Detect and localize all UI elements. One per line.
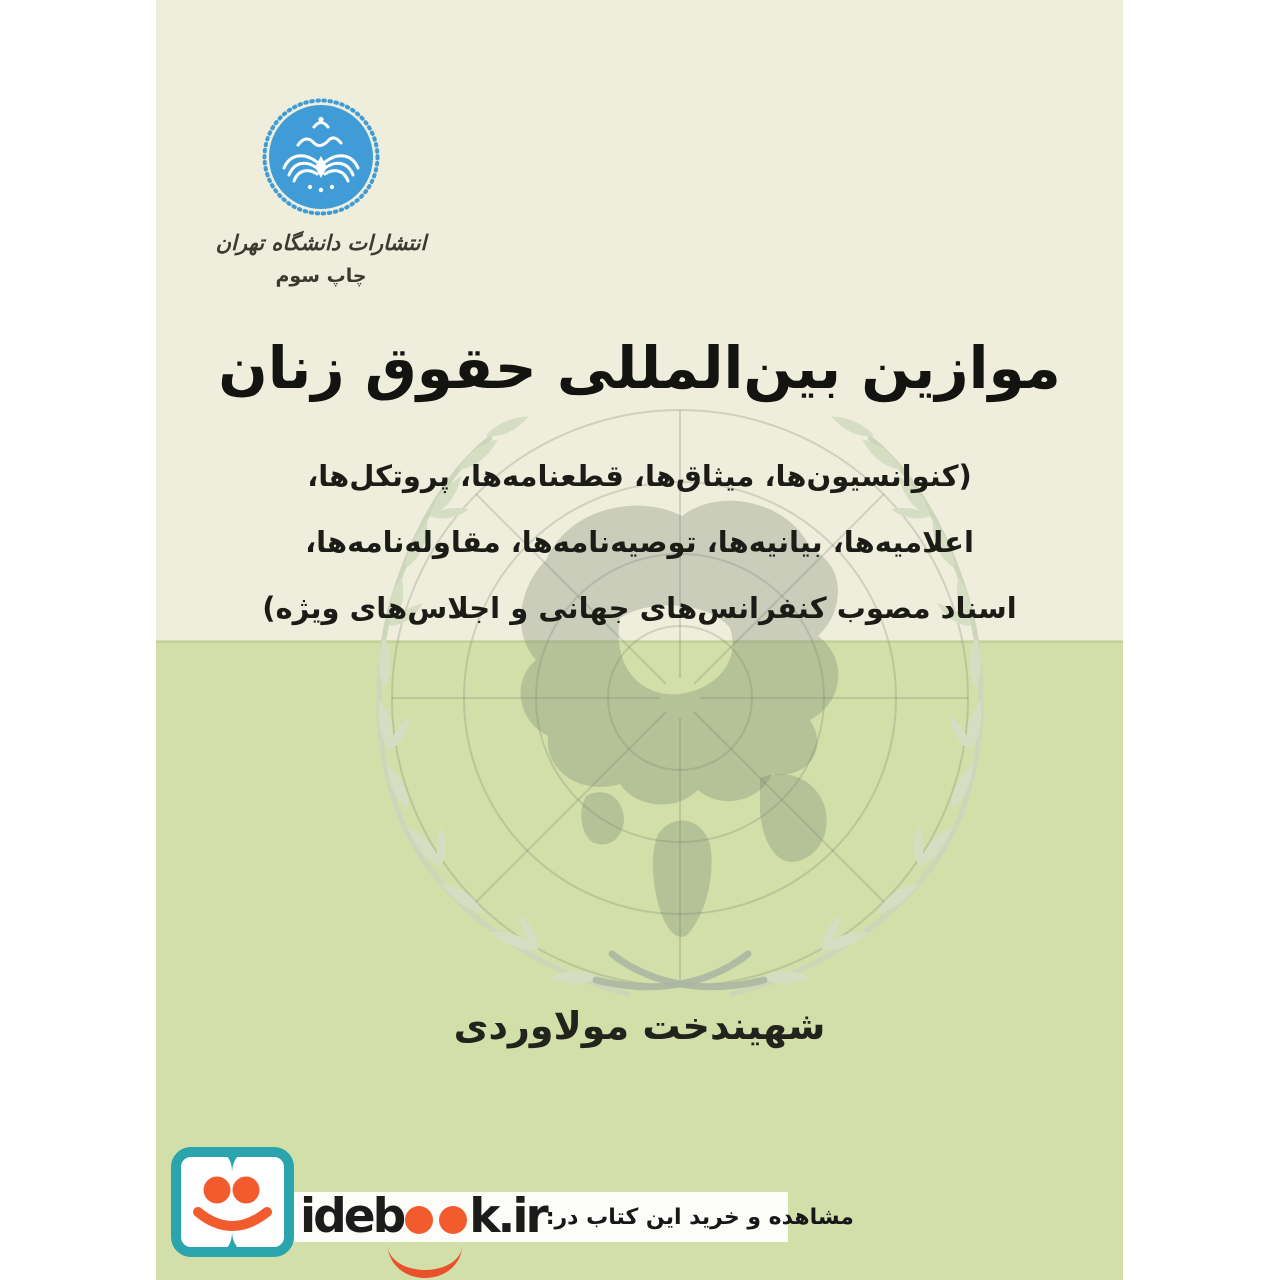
publisher-imprint: انتشارات دانشگاه تهران (215, 231, 427, 255)
book-title: موازین بین‌المللی حقوق زنان (218, 334, 1061, 402)
subtitle-line-2: اعلامیه‌ها، بیانیه‌ها، توصیه‌نامه‌ها، مقاوله‌نامه‌ها، (305, 525, 974, 559)
idebook-book-smiley-icon (170, 1146, 295, 1258)
logo-o-dot-icon (439, 1206, 467, 1234)
book-cover (156, 0, 1123, 1280)
subtitle-line-3: اسناد مصوب کنفرانس‌های جهانی و اجلاس‌های ویژه) (262, 591, 1017, 625)
logotype-text-prefix: ideb (300, 1189, 404, 1244)
university-of-tehran-logo-icon (262, 98, 380, 216)
store-watermark-caption: مشاهده و خرید این کتاب در: (545, 1204, 854, 1230)
author-name: شهیندخت مولاوردی (453, 1004, 826, 1048)
store-watermark-bar (290, 1189, 854, 1244)
idebook-logotype (300, 1189, 546, 1244)
logo-o-dot-icon (405, 1206, 433, 1234)
logotype-text-suffix: k.ir (469, 1189, 546, 1244)
edition-note: چاپ سوم (275, 265, 367, 287)
logo-smile-arc-icon (388, 1246, 462, 1278)
subtitle-line-1: (کنوانسیون‌ها، میثاق‌ها، قطعنامه‌ها، پروتکل‌ها، (307, 459, 972, 493)
book-subtitle (156, 443, 1123, 641)
